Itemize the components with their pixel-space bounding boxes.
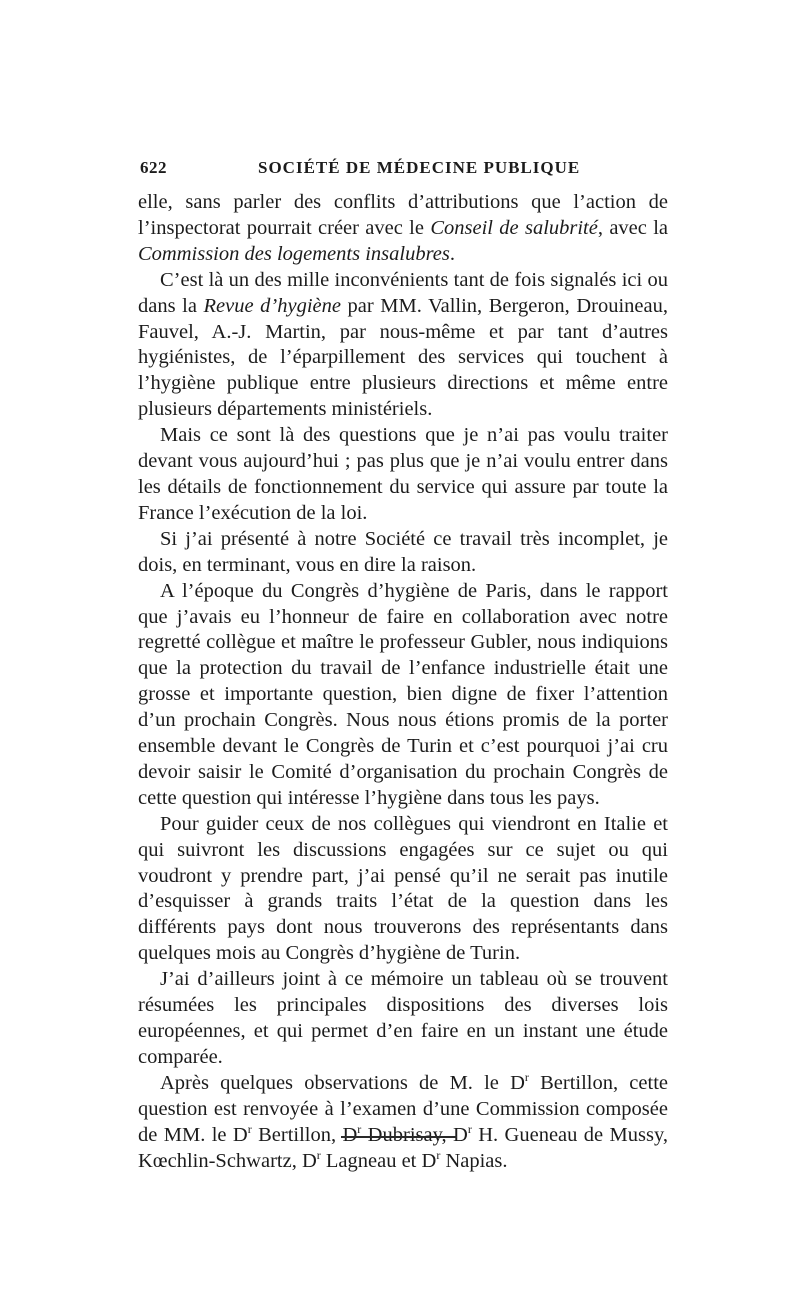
paragraph-8-text-c: Bertillon, D [251,1123,358,1146]
paragraph-1-text-a: elle, sans parler des conflits d’attributions que l’action de l’inspectorat pourrait créer avec le [138,191,668,239]
paragraph-1-text-c: . [449,242,455,265]
paragraph-1 [138,190,668,268]
page-header [140,158,670,188]
doctor-superscript: r [247,1121,252,1136]
paragraph-8-text-g: Napias. [440,1149,508,1172]
running-title: SOCIÉTÉ DE MÉDECINE PUBLIQUE [258,158,581,177]
paragraph-7: J’ai d’ailleurs joint à ce mémoire un tableau où se trouvent résumées les principales dispositions des diverses lois européennes, et qui permet d’en faire en un instant une étude comparée. [138,968,668,1068]
paragraph-4: Si j’ai présenté à notre Société ce travail très incomplet, je dois, en terminant, vous en dire la raison. [138,527,668,576]
doctor-superscript: r [467,1121,472,1136]
paragraph-8-text-f: Lagneau et D [320,1149,437,1172]
doctor-superscript: r [436,1147,441,1162]
paragraph-8-text-b: Bertillon, cette question est renvoyée à l’examen d’une Commission composée de MM. le D [138,1071,668,1146]
paragraph-2-text-b: par MM. Vallin, Bergeron, Drouineau, Fauvel, A.-J. Martin, par nous-même et par tant d’autres hygiénistes, de l’éparpillement des services qui touchent à l’hygiène publique entre plusieurs directions et même entre plusieurs départements ministériels. [138,294,668,421]
revue-hygiene-italic: Revue d’hygiène [203,294,341,317]
body-text [138,190,668,1174]
commission-logements-italic: Commission des logements insalubres [138,242,450,265]
paragraph-5: A l’époque du Congrès d’hygiène de Paris, dans le rapport que j’avais eu l’honneur de faire en collaboration avec notre regretté collègue et maître le professeur Gubler, nous indiquions que la protection du travail de l’enfance industrielle était une grosse et importante question, bien digne de fixer l’attention d’un prochain Congrès. Nous nous étions promis de la porter ensemble devant le Congrès de Turin et c’est pourquoi j’ai cru devoir saisir le Comité d’organisation du prochain Congrès de cette question qui intéresse l’hygiène dans tous les pays. [138,579,668,809]
doctor-superscript: r [524,1069,529,1084]
paragraph-8-text-e: H. Gueneau de Mussy, Kœchlin-Schwartz, D [138,1123,668,1172]
paragraph-2-text-a: C’est là un des mille inconvénients tant de fois signalés ici ou dans la [138,268,668,317]
paragraph-3: Mais ce sont là des questions que je n’ai pas voulu traiter devant vous aujourd’hui ; pas plus que je n’ai voulu entrer dans les détails de fonctionnement du service qui assure par toute la France l’exécution de la loi. [138,424,668,524]
section-end-rule [341,1136,457,1138]
paragraph-6: Pour guider ceux de nos collègues qui viendront en Italie et qui suivront les discussions engagées sur ce sujet ou qui voudront y prendre part, j’ai pensé qu’il ne serait pas inutile d’esquisser à grands traits l’état de la question dans les différents pays dont nous trouverons des représentants dans quelques mois au Congrès d’hygiène de Turin. [138,812,668,965]
doctor-superscript: r [357,1121,362,1136]
paragraph-8-text-d: Dubrisay, D [361,1123,468,1146]
paragraph-8-text-a: Après quelques observations de M. le D [160,1071,525,1094]
paragraph-8 [138,1071,668,1175]
conseil-salubrite-italic: Conseil de salubrité [430,216,598,239]
paragraph-2 [138,268,668,423]
paragraph-1-text-b: , avec la [597,216,668,239]
doctor-superscript: r [316,1147,321,1162]
page-number: 622 [140,158,167,177]
